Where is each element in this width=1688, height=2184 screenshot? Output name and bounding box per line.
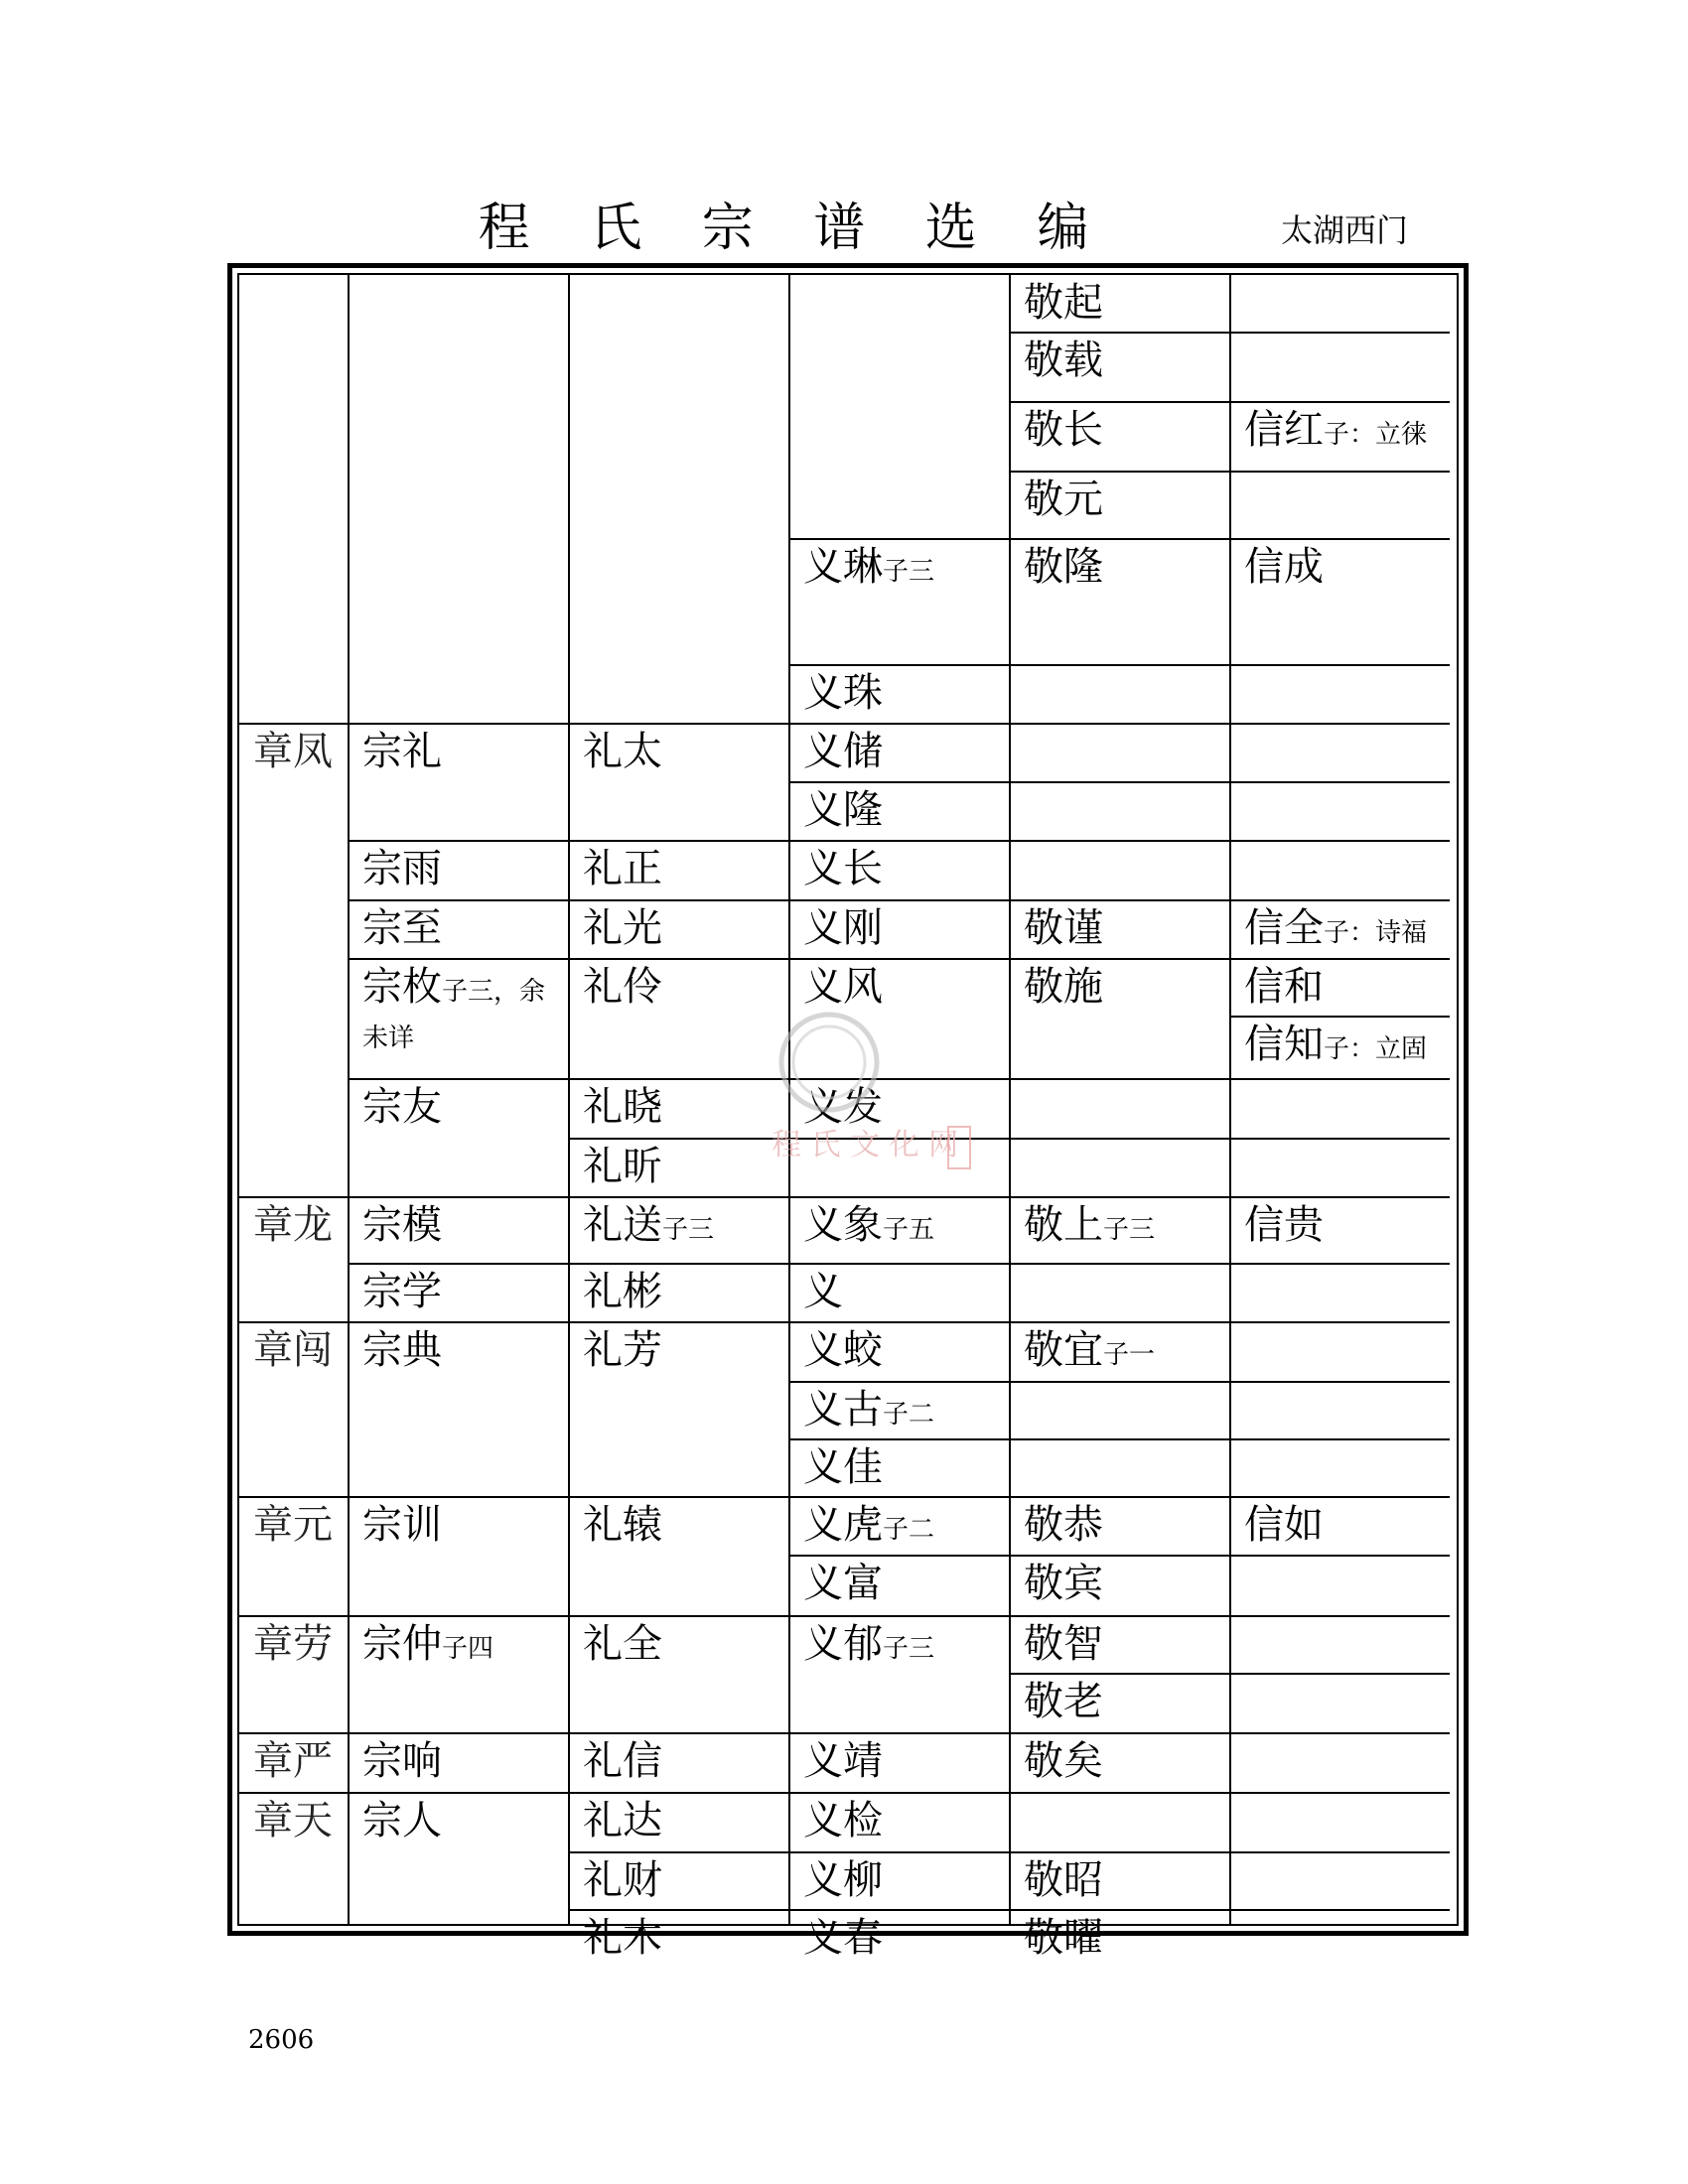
table-cell (569, 1733, 789, 1793)
table-cell (1010, 1674, 1230, 1733)
cell-name: 宗仲 (362, 1621, 442, 1667)
table-cell (1010, 1382, 1230, 1439)
cell-name: 敬智 (1024, 1621, 1103, 1667)
table-cell (789, 959, 1010, 1079)
cell-note: 子三，余 (442, 977, 546, 1007)
table-cell (1010, 724, 1230, 782)
genealogy-table (237, 273, 1459, 1961)
cell-note: 子三 (883, 557, 935, 587)
table-cell (349, 1197, 569, 1264)
cell-name: 义琳 (803, 544, 883, 590)
cell-name: 敬曜 (1024, 1915, 1103, 1961)
table-cell (349, 724, 569, 841)
cell-name: 宗枚 (362, 964, 442, 1010)
table-cell (1230, 900, 1450, 959)
cell-name: 敬老 (1024, 1679, 1103, 1724)
table-cell (569, 1497, 789, 1616)
table-cell (1230, 1139, 1450, 1197)
cell-note: 子三 (883, 1634, 935, 1664)
table-cell (1010, 665, 1230, 724)
cell-name: 宗典 (362, 1327, 442, 1373)
cell-name: 信如 (1244, 1502, 1324, 1548)
cell-name: 礼全 (583, 1621, 662, 1667)
table-cell (789, 782, 1010, 841)
table-cell (1230, 1733, 1450, 1793)
table-cell (1010, 539, 1230, 665)
table-cell (1230, 841, 1450, 900)
table-cell (569, 1197, 789, 1264)
table-cell (239, 275, 349, 724)
table-cell (569, 1322, 789, 1497)
cell-name: 义蛟 (803, 1327, 883, 1373)
cell-name: 章天 (253, 1798, 333, 1843)
table-cell (349, 841, 569, 900)
table-cell (789, 1733, 1010, 1793)
table-cell (239, 1793, 349, 1914)
table-cell (349, 1616, 569, 1733)
cell-name: 义珠 (803, 670, 883, 716)
table-cell (789, 275, 1010, 539)
cell-name: 礼晓 (583, 1084, 662, 1130)
cell-name: 信红 (1244, 407, 1324, 453)
table-cell (1010, 333, 1230, 402)
table-cell (789, 1556, 1010, 1616)
cell-name: 礼伶 (583, 964, 662, 1010)
column-divider (348, 275, 350, 1924)
cell-name: 礼送 (583, 1202, 662, 1248)
location-label: 太湖西门 (1281, 211, 1409, 249)
genealogy-table-frame (227, 263, 1469, 1961)
table-cell (1010, 841, 1230, 900)
table-cell (1230, 724, 1450, 782)
table-cell (1230, 333, 1450, 402)
table-cell (789, 1382, 1010, 1439)
table-cell (239, 1322, 349, 1497)
cell-name: 礼辕 (583, 1502, 662, 1548)
cell-name: 宗模 (362, 1202, 442, 1248)
cell-name: 敬隆 (1024, 544, 1103, 590)
cell-name: 礼太 (583, 729, 662, 774)
table-cell (789, 1910, 1010, 1961)
table-cell (569, 1264, 789, 1322)
cell-name: 信贵 (1244, 1202, 1324, 1248)
table-cell (1230, 1079, 1450, 1139)
cell-name: 敬恭 (1024, 1502, 1103, 1548)
table-cell (349, 1079, 569, 1197)
cell-note: 子四 (442, 1634, 494, 1664)
table-cell (1010, 1497, 1230, 1556)
table-cell (1010, 1439, 1230, 1497)
table-grid (239, 275, 1457, 1961)
table-cell (1010, 1139, 1230, 1197)
table-cell (789, 1079, 1010, 1139)
cell-name: 礼达 (583, 1798, 662, 1843)
column-divider (1009, 275, 1011, 1924)
table-cell (1230, 1382, 1450, 1439)
cell-note: 子五 (883, 1215, 935, 1245)
table-cell (349, 1733, 569, 1793)
table-cell (569, 900, 789, 959)
table-cell (569, 1139, 789, 1197)
table-cell (239, 1616, 349, 1733)
cell-name: 宗训 (362, 1502, 442, 1548)
cell-name: 礼信 (583, 1738, 662, 1784)
table-cell (789, 1497, 1010, 1556)
cell-name: 宗雨 (362, 846, 442, 891)
cell-name: 章龙 (253, 1202, 333, 1248)
table-cell (349, 959, 569, 1079)
table-cell (1010, 402, 1230, 472)
table-cell (789, 1197, 1010, 1264)
table-cell (1230, 1322, 1450, 1382)
cell-note: 子二 (883, 1515, 935, 1545)
table-cell (1010, 1556, 1230, 1616)
table-cell (239, 1497, 349, 1616)
cell-name: 章元 (253, 1502, 333, 1548)
table-cell (239, 724, 349, 1197)
table-cell (1230, 1910, 1450, 1914)
table-cell (1010, 1616, 1230, 1674)
cell-name: 礼正 (583, 846, 662, 891)
cell-name: 义长 (803, 846, 883, 891)
cell-name: 敬长 (1024, 407, 1103, 453)
cell-name: 义富 (803, 1561, 883, 1606)
table-cell (1230, 1793, 1450, 1852)
table-cell (349, 900, 569, 959)
table-cell (569, 1793, 789, 1852)
cell-name: 义虎 (803, 1502, 883, 1548)
table-cell (1010, 472, 1230, 539)
table-cell (569, 841, 789, 900)
cell-name: 礼昕 (583, 1144, 662, 1189)
cell-name: 义刚 (803, 905, 883, 951)
table-cell (1230, 782, 1450, 841)
cell-name: 礼彬 (583, 1269, 662, 1314)
cell-name: 信全 (1244, 905, 1324, 951)
cell-name: 义春 (803, 1915, 883, 1961)
table-cell (349, 275, 569, 724)
cell-note: 子：立固 (1324, 1034, 1428, 1064)
page-title: 程 氏 宗 谱 选 编 (478, 199, 1111, 258)
cell-name: 敬上 (1024, 1202, 1103, 1248)
cell-name: 义储 (803, 729, 883, 774)
cell-name: 礼木 (583, 1915, 662, 1961)
column-divider (568, 275, 570, 1924)
table-cell (789, 1322, 1010, 1382)
cell-name: 敬施 (1024, 964, 1103, 1010)
cell-name: 宗友 (362, 1084, 442, 1130)
cell-name: 敬元 (1024, 477, 1103, 522)
cell-name: 宗礼 (362, 729, 442, 774)
table-cell (569, 1616, 789, 1733)
table-cell (1230, 472, 1450, 539)
cell-name: 章闯 (253, 1327, 333, 1373)
table-cell (789, 724, 1010, 782)
table-cell (789, 1852, 1010, 1910)
cell-name: 义象 (803, 1202, 883, 1248)
table-cell (349, 1793, 569, 1914)
table-cell (1010, 1264, 1230, 1322)
cell-name: 章凤 (253, 729, 333, 774)
cell-name: 礼财 (583, 1857, 662, 1903)
table-cell (1230, 1556, 1450, 1616)
table-cell (1010, 1852, 1230, 1910)
table-cell (569, 1910, 789, 1961)
table-cell (1230, 1616, 1450, 1674)
table-cell (1010, 275, 1230, 333)
table-cell (1010, 1197, 1230, 1264)
table-cell (1230, 539, 1450, 665)
cell-name: 敬宾 (1024, 1561, 1103, 1606)
table-cell (569, 724, 789, 841)
watermark-text: 程 氏 文 化 网 (772, 1128, 959, 1162)
table-cell (1010, 1733, 1230, 1793)
cell-note: 子三 (662, 1215, 715, 1245)
cell-name: 宗至 (362, 905, 442, 951)
table-cell (1230, 275, 1450, 333)
cell-note: 子二 (883, 1400, 935, 1430)
cell-name: 敬谨 (1024, 905, 1103, 951)
cell-name: 信成 (1244, 544, 1324, 590)
cell-name: 宗响 (362, 1738, 442, 1784)
cell-name: 义柳 (803, 1857, 883, 1903)
cell-name: 敬矣 (1024, 1738, 1103, 1784)
table-cell (789, 900, 1010, 959)
cell-name: 义风 (803, 964, 883, 1010)
table-cell (789, 1793, 1010, 1852)
table-cell (789, 1264, 1010, 1322)
cell-name: 义隆 (803, 787, 883, 833)
cell-name: 信知 (1244, 1022, 1324, 1067)
table-cell (1010, 1322, 1230, 1382)
table-cell (1010, 959, 1230, 1079)
table-cell (789, 1439, 1010, 1497)
cell-note: 子：立徕 (1324, 420, 1428, 450)
table-cell (789, 1616, 1010, 1733)
column-divider (1229, 275, 1231, 1924)
cell-name: 礼光 (583, 905, 662, 951)
cell-name: 宗学 (362, 1269, 442, 1314)
cell-name: 义古 (803, 1387, 883, 1433)
table-cell (1230, 1264, 1450, 1322)
cell-name: 信和 (1244, 964, 1324, 1010)
table-cell (239, 1733, 349, 1793)
cell-name: 义郁 (803, 1621, 883, 1667)
table-cell (569, 959, 789, 1079)
cell-name: 义发 (803, 1084, 883, 1130)
table-cell (1230, 1674, 1450, 1733)
table-cell (1230, 665, 1450, 724)
cell-name: 敬宜 (1024, 1327, 1103, 1373)
table-cell (1230, 959, 1450, 1017)
table-cell (789, 539, 1010, 665)
cell-name: 章劳 (253, 1621, 333, 1667)
table-cell (1010, 1910, 1230, 1961)
cell-name: 敬起 (1024, 280, 1103, 326)
table-cell (349, 1322, 569, 1497)
table-cell (569, 1079, 789, 1139)
table-cell (569, 1852, 789, 1910)
table-cell (789, 665, 1010, 724)
table-cell (1230, 402, 1450, 472)
cell-name: 敬载 (1024, 338, 1103, 383)
table-cell (1010, 782, 1230, 841)
table-cell (569, 275, 789, 724)
table-cell (789, 841, 1010, 900)
page-number: 2606 (248, 2025, 315, 2055)
table-cell (1010, 1079, 1230, 1139)
table-cell (239, 1197, 349, 1322)
table-cell (1230, 1439, 1450, 1497)
cell-name: 义靖 (803, 1738, 883, 1784)
cell-note: 子一 (1103, 1340, 1156, 1370)
cell-name: 义佳 (803, 1444, 883, 1490)
table-cell (1010, 900, 1230, 959)
table-cell (1230, 1017, 1450, 1079)
table-cell (1230, 1197, 1450, 1264)
table-cell (1230, 1852, 1450, 1910)
table-cell (1230, 1497, 1450, 1556)
cell-name: 礼芳 (583, 1327, 662, 1373)
table-cell (1010, 1793, 1230, 1852)
cell-name: 宗人 (362, 1798, 442, 1843)
cell-note: 子三 (1103, 1215, 1156, 1245)
cell-note-continued: 未详 (362, 1024, 415, 1053)
column-divider (788, 275, 790, 1924)
cell-name: 敬昭 (1024, 1857, 1103, 1903)
cell-name: 章严 (253, 1738, 333, 1784)
cell-name: 义检 (803, 1798, 883, 1843)
table-cell (349, 1264, 569, 1322)
table-cell (349, 1497, 569, 1616)
cell-name: 义 (803, 1269, 843, 1314)
cell-note: 子：诗福 (1324, 918, 1428, 948)
table-cell (789, 1139, 1010, 1197)
